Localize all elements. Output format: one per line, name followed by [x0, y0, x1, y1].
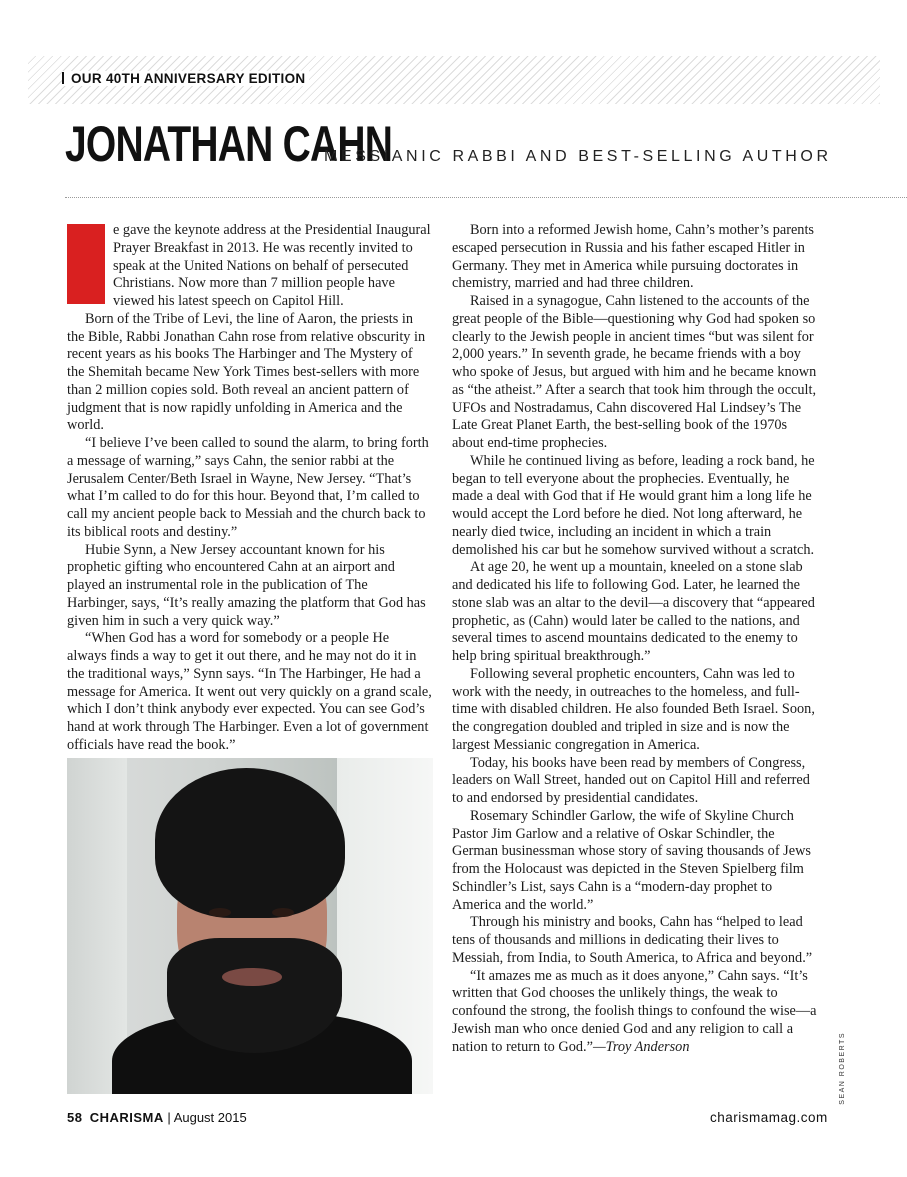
- subject-name: JONATHAN CAHN: [65, 116, 393, 172]
- article-paragraph: “I believe I’ve been called to sound the alarm, to bring forth a message of warning,” says Cahn, the senior rabbi at the Jerusalem Center/Beth Israel in Wayne, New Jersey. “That’s what I’m called to do for this hour. Beyond that, I’m called to call my ancient people back to Messiah and the church back to its biblical roots and destiny.”: [67, 435, 429, 540]
- edition-bar-icon: [62, 72, 64, 84]
- article-column-left: [67, 222, 432, 755]
- photo-credit: SEAN ROBERTS: [839, 1032, 846, 1105]
- article-paragraph: Raised in a synagogue, Cahn listened to the accounts of the great people of the Bible—questioning why God had spoken so clearly to the Jewish people in ancient times “but was silent for 2,000 years.” In seventh grade, he became friends with a boy who spoke of Jesus, but argued with him and he became known as “the atheist.” After a search that took him through the occult, UFOs and Nostradamus, Cahn discovered Hal Lindsey’s The Late Great Planet Earth, the best-selling book of the 1970s about end-time prophecies.: [452, 293, 817, 451]
- article-paragraph: “It amazes me as much as it does anyone,” Cahn says. “It’s written that God chooses the unlikely things, the weak to confound the strong, the foolish things to confound the wise—a Jewish man who once denied God and any religion to call a nation to return to God.”—Troy Anderson: [452, 967, 817, 1055]
- article-paragraph: Following several prophetic encounters, Cahn was led to work with the needy, in outreaches to the homeless, and full-time with disabled children. He also founded Beth Israel. Soon, the congregation doubled and tripled in size and is now the largest Messianic congregation in America.: [452, 665, 815, 753]
- edition-label: [62, 71, 309, 86]
- footer-folio: [67, 1110, 247, 1125]
- article-paragraph: Through his ministry and books, Cahn has “helped to lead tens of thousands and millions in dedicating their lives to Messiah, from India, to South America, to Africa and beyond.”: [452, 914, 813, 966]
- page-number: 58: [67, 1110, 83, 1125]
- article-paragraph: Hubie Synn, a New Jersey accountant known for his prophetic gifting who encountered Cahn at an airport and played an instrumental role in the publication of The Harbinger, says, “It’s really amazing the platform that God has given him in such a very quick way.”: [67, 541, 426, 629]
- article-paragraph: Born of the Tribe of Levi, the line of Aaron, the priests in the Bible, Rabbi Jonathan Cahn rose from relative obscurity in recent years as his books The Harbinger and The Mystery of the Shemitah became New York Times best-sellers with more than 2 million copies sold. Both reveal an ancient pattern of judgment that is now rapidly unfolding in America and the world.: [67, 310, 426, 434]
- dropcap-h-shape: [67, 224, 105, 304]
- portrait-photo: [67, 758, 433, 1094]
- article-paragraph: “When God has a word for somebody or a people He always finds a way to get it out there, and he may not do it in the traditional ways,” Synn says. “In The Harbinger, He had a message for America. It went out very quickly on a grand scale, which I don’t think anybody ever expected. You can see God’s hand at work through The Harbinger. Even a lot of government officials have read the book.”: [67, 630, 432, 753]
- issue-date: August 2015: [173, 1110, 247, 1125]
- article-paragraph: e gave the keynote address at the Presidential Inaugural Prayer Breakfast in 2013. He was recently invited to speak at the United Nations on behalf of persecuted Christians. Now more than 7 million people have viewed his latest speech on Capitol Hill.: [67, 222, 432, 311]
- website-url: charismamag.com: [710, 1110, 828, 1125]
- subject-role: MESSIANIC RABBI AND BEST-SELLING AUTHOR: [324, 148, 832, 165]
- dropcap-letter: [67, 224, 105, 304]
- article-paragraph: Born into a reformed Jewish home, Cahn’s mother’s parents escaped persecution in Russia and his father escaped Hitler in Germany. They met in America while pursuing doctorates in chemistry, married and had three children.: [452, 222, 814, 292]
- article-column-right: [452, 222, 820, 1056]
- article-paragraph: While he continued living as before, leading a rock band, he began to tell everyone about the prophecies. Eventually, he made a deal with God that if He would grant him a long life he would accept the Lord before he died. Not long afterward, he nearly died twice, including an incident in which a train demolished his car but he somehow survived without a scratch.: [452, 452, 815, 558]
- edition-text: OUR 40TH ANNIVERSARY EDITION: [71, 71, 306, 86]
- header-divider: [65, 197, 907, 198]
- magazine-name: CHARISMA: [89, 1110, 164, 1125]
- article-paragraph: At age 20, he went up a mountain, kneeled on a stone slab and dedicated his life to following God. Later, he learned the stone slab was an altar to the devil—a discovery that “appeared prophetic, as (Cahn) would later be called to the nations, and several times to ascend mountains dedicated to the enemy to help bring spiritual breakthrough.”: [452, 559, 815, 664]
- footer-separator: |: [167, 1110, 171, 1125]
- article-byline: —Troy Anderson: [592, 1038, 690, 1055]
- article-paragraph: Rosemary Schindler Garlow, the wife of Skyline Church Pastor Jim Garlow and a relative of Oskar Schindler, the German businessman whose story of saving thousands of Jews from the Holocaust was depicted in the Steven Spielberg film Schindler’s List, says Cahn is a “modern-day prophet to America and the world.”: [452, 807, 811, 913]
- article-paragraph: Today, his books have been read by members of Congress, leaders on Wall Street, handed out on Capitol Hill and referred to and endorsed by presidential candidates.: [452, 754, 810, 806]
